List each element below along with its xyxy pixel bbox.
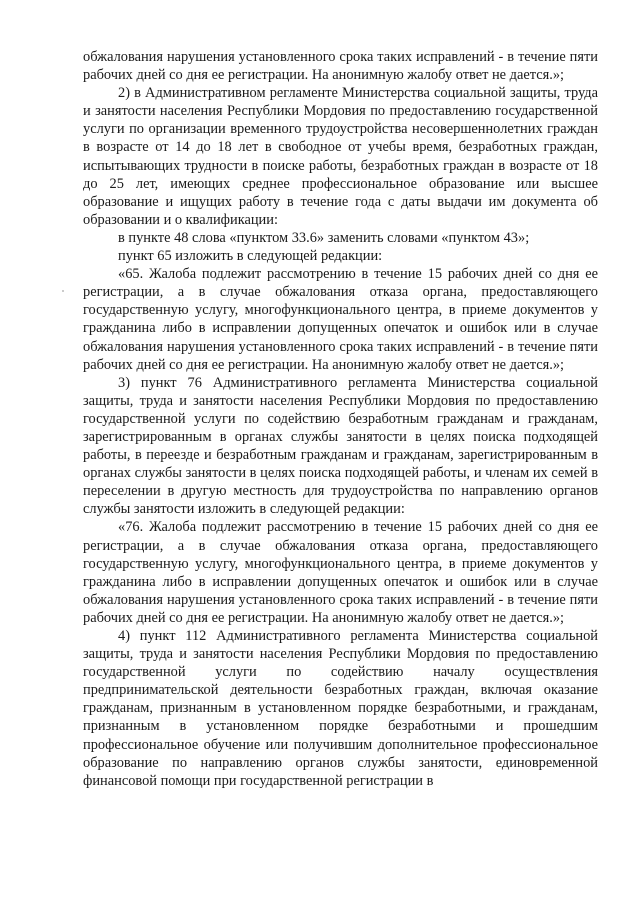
paragraph-point-48: в пункте 48 слова «пунктом 33.6» заменить словами «пунктом 43»; [118,229,530,246]
paragraph-item-3: 3) пункт 76 Административного регламента Министерства социальной защиты, труда и занятости населения Республики Мордовия по предоставлению государственной услуги по содействию безработным гражданам и гражданам, зарегистрированным в органах службы занятости в целях поиска подходящей работы, в переезде и безработным гражданам и гражданам, зарегистрированным в органах службы занятости в целях поиска подходящей работы, и членам их семей в переселении в другую местность для трудоустройства по направлению органов службы занятости изложить в следующей редакции: [83,374,598,518]
scan-speck [62,290,64,292]
document-page [83,48,598,790]
paragraph-point-65-intro: пункт 65 изложить в следующей редакции: [118,248,383,265]
paragraph-point-76-text: «76. Жалоба подлежит рассмотрению в течение 15 рабочих дней со дня ее регистрации, а в случае обжалования отказа органа, предоставляющего государственную услугу, многофункционального центра, в приеме документов у гражданина либо в исправлении допущенных опечаток и ошибок или в случае обжалования нарушения установленного срока таких исправлений - в течение пяти рабочих дней со дня ее регистрации. На анонимную жалобу ответ не дается.»; [83,519,598,626]
paragraph-item-4: 4) пункт 112 Административного регламента Министерства социальной защиты, труда и занятости населения Республики Мордовия по предоставлению государственной услуги по содействию началу осуществления предпринимательской деятельности безработных граждан, включая оказание гражданам, признанным в установленном порядке безработными, и гражданам, признанным в установленном порядке безработными и прошедшим профессиональное обучение или получившим дополнительное профессиональное образование по направлению органов службы занятости, единовременной финансовой помощи при государственной регистрации в [83,628,598,789]
paragraph-continuation: обжалования нарушения установленного срока таких исправлений - в течение пяти рабочих дней со дня ее регистрации. На анонимную жалобу ответ не дается.»; [83,49,598,84]
paragraph-point-65-text: «65. Жалоба подлежит рассмотрению в течение 15 рабочих дней со дня ее регистрации, а в случае обжалования отказа органа, предоставляющего государственную услугу, многофункционального центра, в приеме документов у гражданина либо в исправлении допущенных опечаток и ошибок или в случае обжалования нарушения установленного срока таких исправлений - в течение пяти рабочих дней со дня ее регистрации. На анонимную жалобу ответ не дается.»; [83,266,598,373]
paragraph-item-2: 2) в Административном регламенте Министерства социальной защиты, труда и занятости населения Республики Мордовия по предоставлению государственной услуги по организации временного трудоустройства несовершеннолетних граждан в возрасте от 14 до 18 лет в свободное от учебы время, безработных граждан, испытывающих трудности в поиске работы, безработных граждан в возрасте от 18 до 25 лет, имеющих среднее профессиональное образование или высшее образование и ищущих работу в течение года с даты выдачи им документа об образовании и о квалификации: [83,85,598,228]
